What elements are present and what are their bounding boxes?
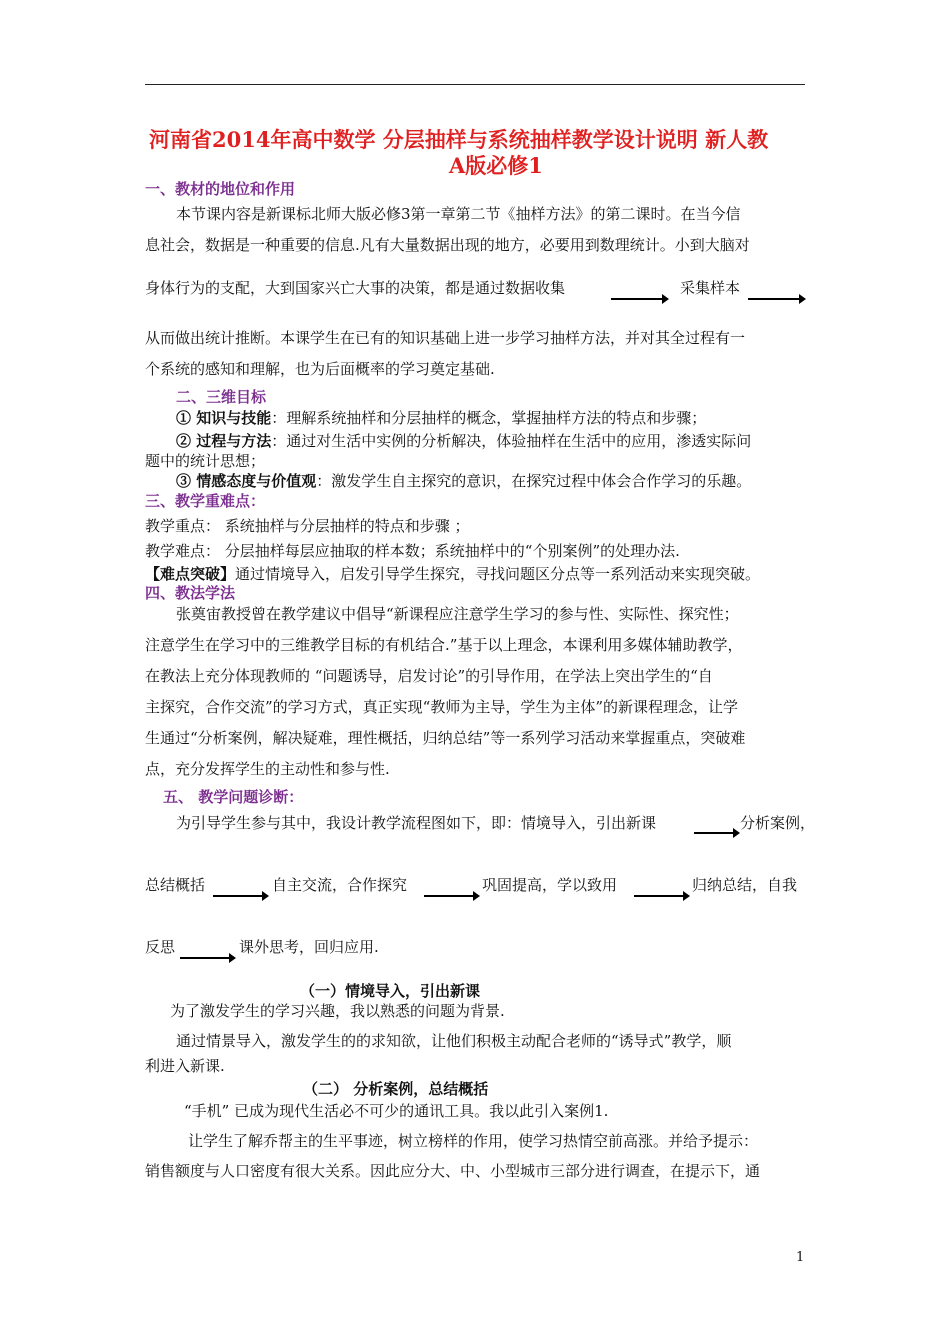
flow-step-explore: 自主交流，合作探究 [272,876,408,894]
part2-heading: （二） 分析案例，总结概括 [303,1080,489,1098]
goal-knowledge-label: ① 知识与技能 [176,409,272,427]
part1-line3: 利进入新课. [145,1057,225,1075]
goal-emotion [176,470,751,491]
breakthrough-label: 【难点突破】 [145,565,236,583]
part2-line3: 销售额度与人口密度有很大关系。因此应分大、中、小型城市三部分进行调查，在提示下，通 [145,1162,761,1180]
part2-line2: 让学生了解乔帮主的生平事迹，树立榜样的作用，使学习热情空前高涨。并给予提示： [188,1132,759,1150]
flow-arrow [694,832,734,834]
flow-step-apply: 课外思考，回归应用. [239,938,379,956]
s1-paragraph-line4: 从而做出统计推断。本课学生在已有的知识基础上进一步学习抽样方法，并对其全过程有一 [145,329,746,347]
flow-step-consolidate: 巩固提高，学以致用 [482,876,618,894]
page-number: 1 [796,1250,805,1265]
flow-arrow [634,895,684,897]
flow-step-summary: 总结概括 [145,876,206,894]
section1-heading: 一、教材的地位和作用 [145,180,296,198]
s1-paragraph-line2: 息社会，数据是一种重要的信息.凡有大量数据出现的地方，必要用到数理统计。小到大脑对 [145,236,750,254]
s1-paragraph-line5: 个系统的感知和理解，也为后面概率的学习奠定基础. [145,360,495,378]
s1-paragraph-line3b: 采集样本 [680,279,741,297]
flow-step-reflect: 反思 [145,938,176,956]
goal-process-cont: 题中的统计思想； [145,452,266,470]
difficulty-breakthrough [145,563,760,584]
doc-title-line1: 河南省2014年高中数学 分层抽样与系统抽样教学设计说明 新人教 [149,127,769,152]
flow-arrow [213,895,263,897]
s4-paragraph-line2: 注意学生在学习中的三维教学目标的有机结合.”基于以上理念，本课利用多媒体辅助教学， [145,636,743,654]
flow-arrow [424,895,474,897]
s4-paragraph-line5: 生通过“分析案例，解决疑难，理性概括，归纳总结”等一系列学习活动来掌握重点，突破难 [145,729,746,747]
part2-line1: “手机” 已成为现代生活必不可少的通讯工具。我以此引入案例1. [184,1102,609,1120]
s4-paragraph-line3: 在教法上充分体现教师的 “问题诱导，启发讨论”的引导作用，在学法上突出学生的“自 [145,667,713,685]
flow-arrow [180,957,230,959]
part1-line2: 通过情景导入，激发学生的的求知欲，让他们积极主动配合老师的“诱导式”教学，顺 [176,1032,732,1050]
breakthrough-text: 通过情境导入，启发引导学生探究，寻找问题区分点等一系列活动来实现突破。 [235,565,761,583]
part1-line1: 为了激发学生的学习兴趣，我以熟悉的问题为背景. [170,1002,505,1020]
s4-paragraph-line4: 主探究，合作交流”的学习方式，真正实现“教师为主导，学生为主体”的新课程理念，让学 [145,698,739,716]
flow-line1-end: 分析案例， [740,814,816,832]
s1-paragraph-line3a: 身体行为的支配，大到国家兴亡大事的决策，都是通过数据收集 [145,279,566,297]
flow-arrow [748,298,800,300]
flow-arrow [611,298,663,300]
section3-heading: 三、教学重难点： [145,492,266,510]
section5-heading: 五、 教学问题诊断： [163,788,304,806]
s4-paragraph-line1: 张奠宙教授曾在教学建议中倡导“新课程应注意学生学习的参与性、实际性、探究性； [176,605,739,623]
goal-process-label: ② 过程与方法 [176,432,272,450]
s1-paragraph-line1: 本节课内容是新课标北师大版必修3第一章第二节《抽样方法》的第二课时。在当今信 [176,205,741,223]
section4-heading: 四、教法学法 [145,584,236,602]
teaching-difficult-point: 教学难点： 分层抽样每层应抽取的样本数；系统抽样中的“个别案例”的处理办法. [145,542,680,560]
part1-heading: （一）情境导入，引出新课 [300,982,481,1000]
section2-heading: 二、三维目标 [176,388,267,406]
goal-process [176,430,751,451]
goal-emotion-label: ③ 情感态度与价值观 [176,472,317,490]
header-rule [145,84,805,85]
teaching-key-point: 教学重点： 系统抽样与分层抽样的特点和步骤 ； [145,517,470,535]
flow-line1: 为引导学生参与其中，我设计教学流程图如下，即：情境导入，引出新课 [176,814,657,832]
goal-process-text: ：通过对生活中实例的分析解决，体验抽样在生活中的应用，渗透实际问 [271,432,752,450]
goal-emotion-text: ：激发学生自主探究的意识，在探究过程中体会合作学习的乐趣。 [316,472,752,490]
goal-knowledge-text: ：理解系统抽样和分层抽样的概念，掌握抽样方法的特点和步骤； [271,409,707,427]
s4-paragraph-line6: 点，充分发挥学生的主动性和参与性. [145,760,390,778]
flow-step-conclude: 归纳总结，自我 [692,876,798,894]
goal-knowledge [176,407,706,428]
doc-title-line2: A版必修1 [449,153,543,178]
